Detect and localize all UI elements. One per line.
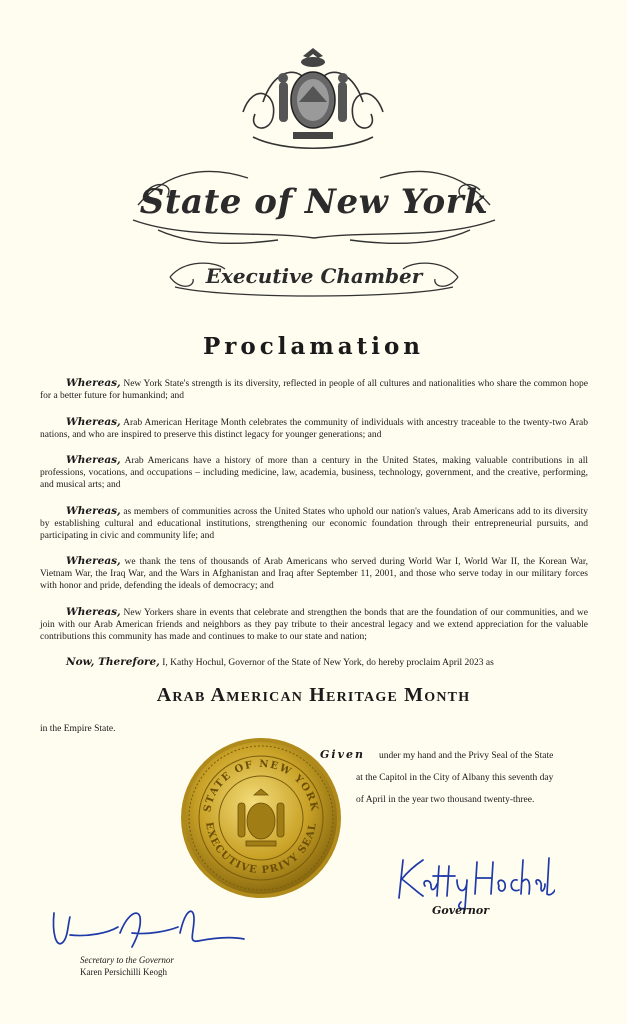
clause xyxy=(40,555,588,592)
executive-privy-seal-icon xyxy=(180,737,342,899)
clause-text: Arab American Heritage Month celebrates the community of individuals with ancestry traceable to the twenty-two Arab nations, and who are inspired to preserve this distinct legacy for younger generations; and xyxy=(40,417,588,440)
clause-text: Arab Americans have a history of more than a century in the United States, making valuable contributions in all professions, vocations, and occupations – including medicine, law, academia, business, technology, government, and the creative, performing, and musical arts; and xyxy=(40,456,588,490)
clause-text: New York State's strength is its diversity, reflected in people of all cultures and nationalities who share the common hope for a better future for humankind; and xyxy=(40,379,588,401)
proclamation-heading: Proclamation xyxy=(202,333,425,360)
clause xyxy=(40,416,588,441)
given-word: Given xyxy=(320,748,365,761)
state-banner xyxy=(128,160,500,250)
seal-ring-bottom: EXECUTIVE PRIVY SEAL xyxy=(203,821,319,877)
empire-state-line: in the Empire State. xyxy=(40,724,116,734)
governor-title: Governor xyxy=(432,904,490,917)
clause-text: New Yorkers share in events that celebrate and strengthen the bonds that are the foundation of our communities, and we join with our Arab American friends and neighbors as they pay tribute to their ancestral legacy and we extend appreciation for the valuable contributions this community has made and continues to make to our state and nation; xyxy=(40,607,588,642)
state-coat-of-arms-icon xyxy=(233,42,393,162)
whereas-clauses xyxy=(40,377,588,679)
clause-text: as members of communities across the United States who uphold our nation's values, Arab Americans add to its diversity by establishing cultural and educational institutions, strengthening our economic foundation through their entrepreneurial pursuits, and participating in civic and community life; and xyxy=(40,506,588,541)
clause xyxy=(40,377,588,402)
proclaim-lead: Now, Therefore, xyxy=(66,656,160,668)
seal-ring-top: STATE OF NEW YORK xyxy=(202,758,320,814)
executive-chamber-text: Executive Chamber xyxy=(205,264,423,288)
secretary-role: Secretary to the Governor xyxy=(80,955,174,965)
proclaim-text: I, Kathy Hochul, Governor of the State of New York, do hereby proclaim April 2023 as xyxy=(159,658,494,668)
clause-lead: Whereas, xyxy=(66,555,121,567)
clause-lead: Whereas, xyxy=(66,377,121,389)
given-line-2: at the Capitol in the City of Albany this seventh day xyxy=(356,773,554,783)
given-line-1: under my hand and the Privy Seal of the State xyxy=(378,751,554,761)
clause-text: we thank the tens of thousands of Arab Americans who served during World War I, World War II, the Korean War, Vietnam War, the Iraq War, and the Wars in Afghanistan and Iraq after September 11, 2001, and those who serve today in our military forces with honor and pride, defending the ideals of democracy; and xyxy=(40,557,588,591)
month-title: Arab American Heritage Month xyxy=(156,684,471,706)
clause xyxy=(40,505,588,542)
given-row xyxy=(320,744,590,767)
secretary-signature xyxy=(48,903,248,958)
clause-lead: Whereas, xyxy=(66,605,121,618)
secretary-name: Karen Persichilli Keogh xyxy=(80,967,167,977)
state-banner-text: State of New York xyxy=(139,182,489,222)
clause xyxy=(40,454,588,491)
clause-lead: Whereas, xyxy=(66,504,121,517)
governor-signature xyxy=(395,850,555,910)
clause-lead: Whereas, xyxy=(66,415,121,428)
clause-lead: Whereas, xyxy=(66,454,121,466)
given-line-3: of April in the year two thousand twenty-three. xyxy=(356,795,535,805)
executive-chamber xyxy=(165,255,463,299)
clause xyxy=(40,606,588,643)
given-block xyxy=(320,744,590,811)
proclaim-clause xyxy=(40,656,588,669)
